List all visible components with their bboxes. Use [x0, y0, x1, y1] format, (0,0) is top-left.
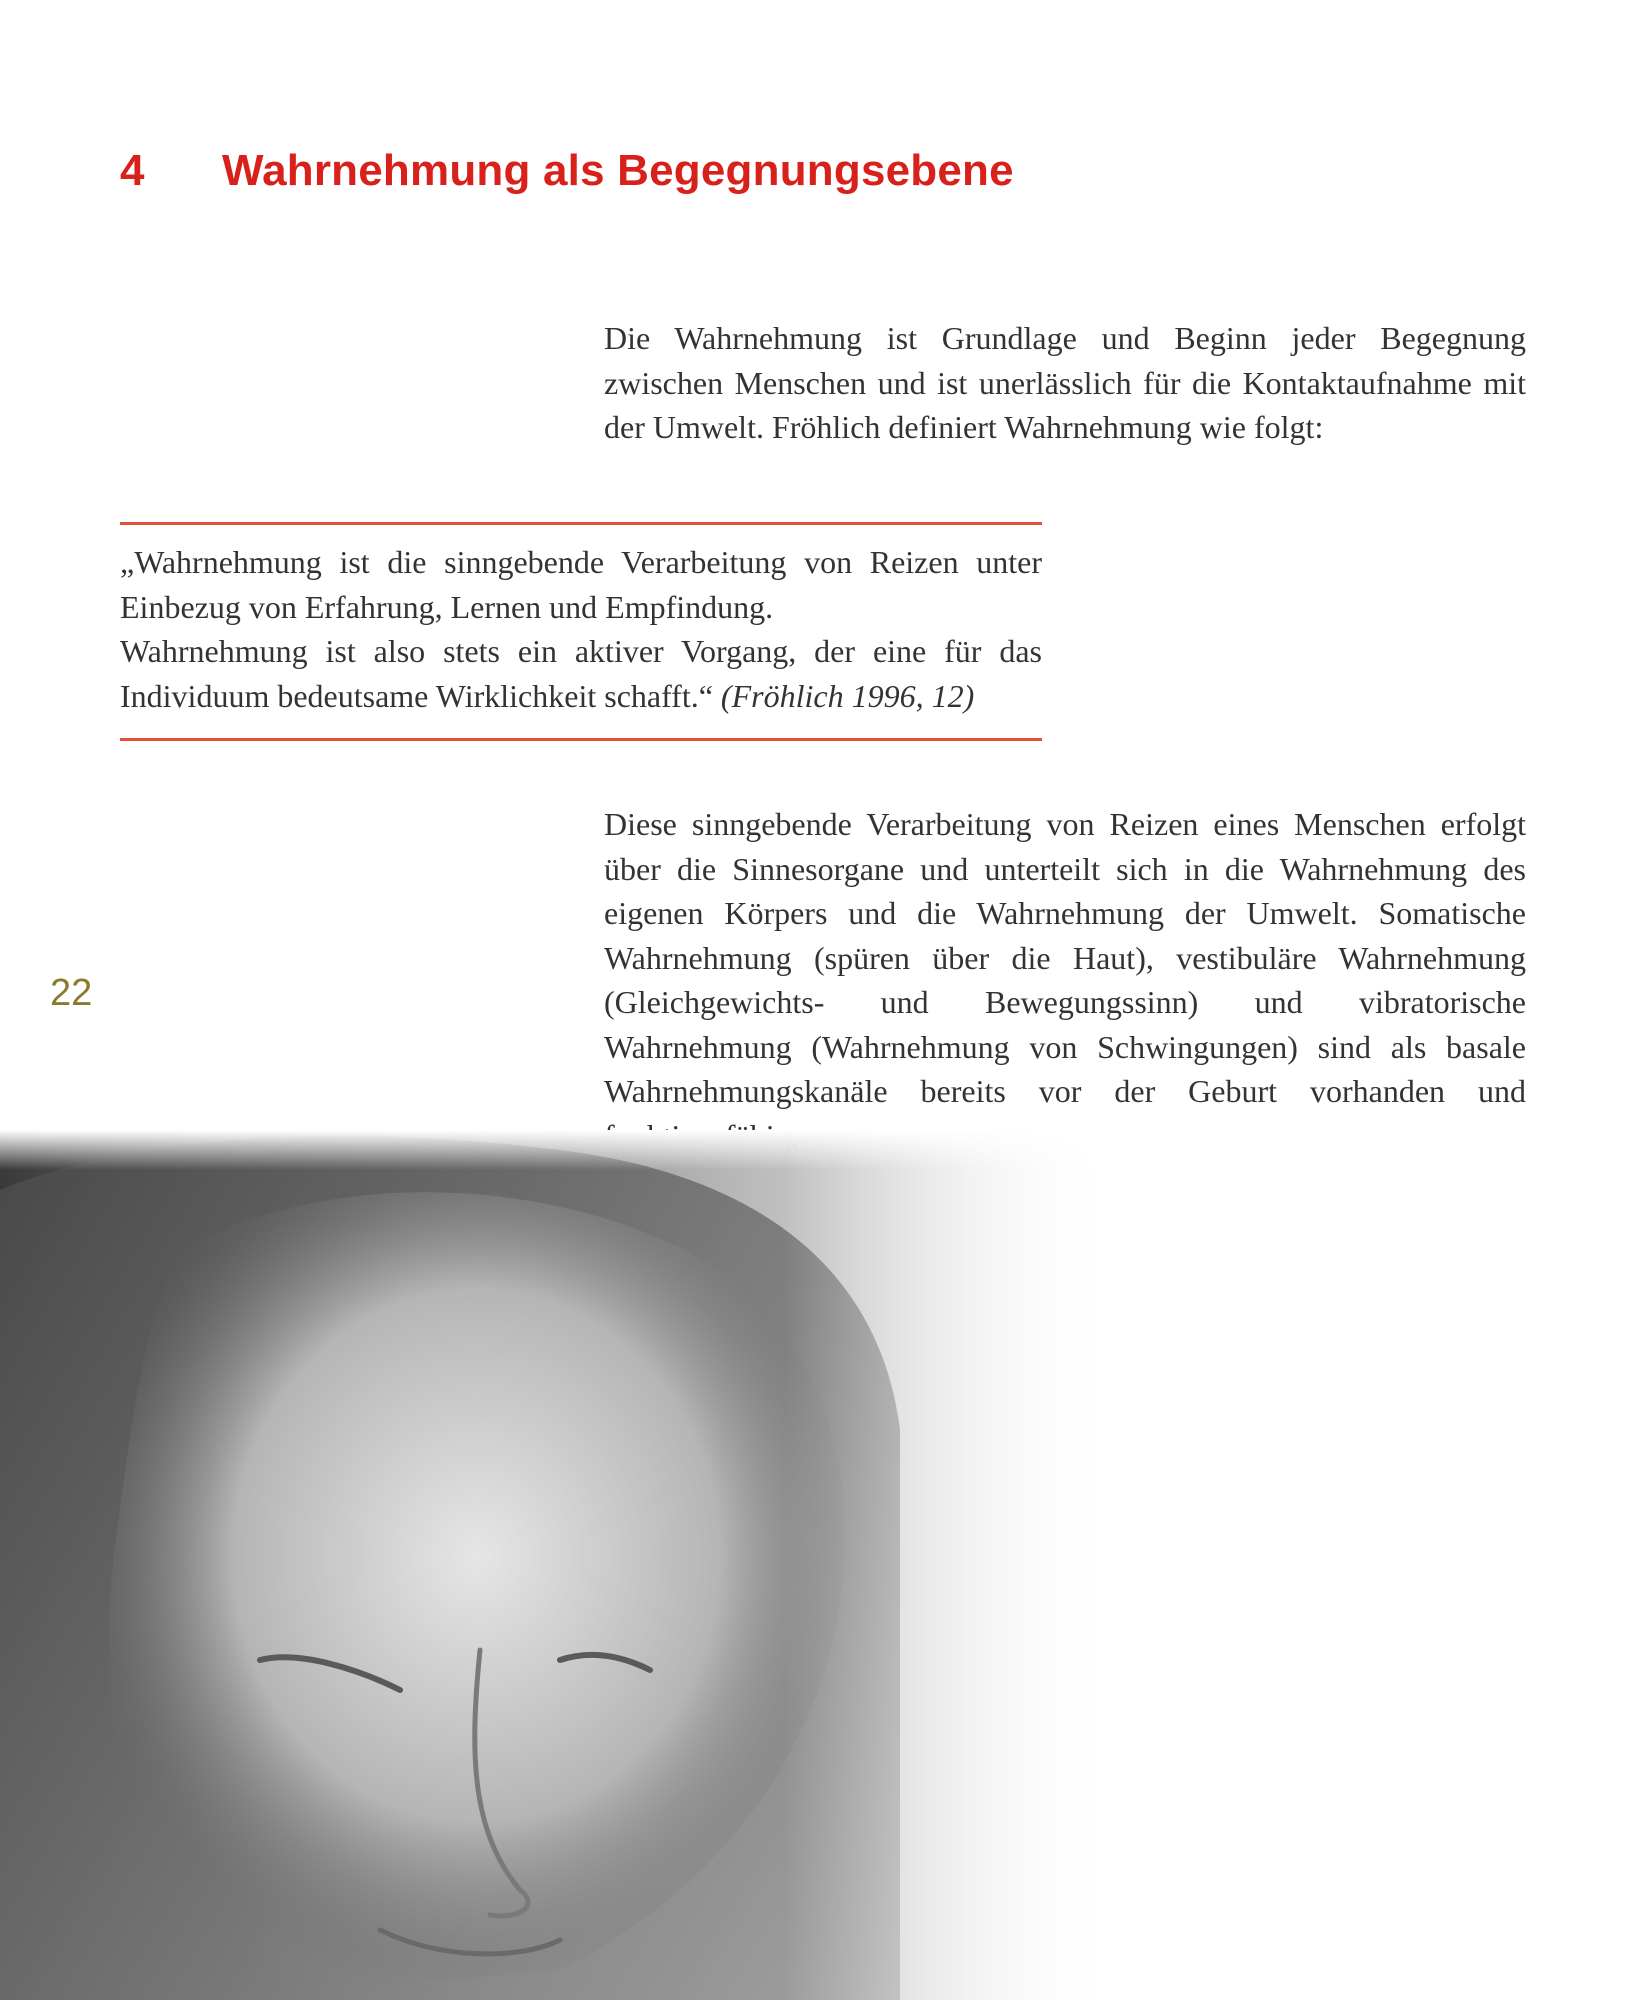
chapter-heading [120, 146, 1014, 196]
quote-block [120, 522, 1042, 741]
quote-text-2-body: Wahrnehmung ist also stets ein aktiver Vorgang, der eine für das Individuum bedeutsame Wirklichkeit schafft.“ [120, 633, 1042, 714]
portrait-illustration [0, 1130, 1120, 2000]
intro-paragraph: Die Wahrnehmung ist Grundlage und Beginn jeder Begegnung zwischen Menschen und ist unerlässlich für die Kontaktaufnahme mit der Umwelt. Fröhlich definiert Wahrnehmung wie folgt: [604, 320, 1526, 445]
body-paragraph: Diese sinngebende Verarbeitung von Reizen eines Menschen erfolgt über die Sinnesorgane und unterteilt sich in die Wahrnehmung des eigenen Körpers und die Wahrnehmung der Umwelt. Somatische Wahrnehmung (spüren über die Haut), vestibuläre Wahrnehmung (Gleichgewichts- und Bewegungssinn) und vibratorische Wahrnehmung (Wahrnehmung von Schwingungen) sind als basale Wahrnehmungskanäle bereits vor der Geburt vorhanden und [604, 806, 1526, 1109]
quote-text-1: „Wahrnehmung ist die sinngebende Verarbeitung von Reizen unter Einbezug von Erfahrung, Lernen und Empfindung. [120, 544, 1042, 625]
quote-citation: (Fröhlich 1996, 12) [720, 677, 975, 714]
portrait-photo [0, 1130, 1120, 2000]
chapter-number: 4 [120, 146, 145, 195]
quote-text-2 [120, 629, 1042, 718]
page-number: 22 [50, 972, 93, 1014]
chapter-title: Wahrnehmung als Begegnungsebene [222, 146, 1014, 195]
